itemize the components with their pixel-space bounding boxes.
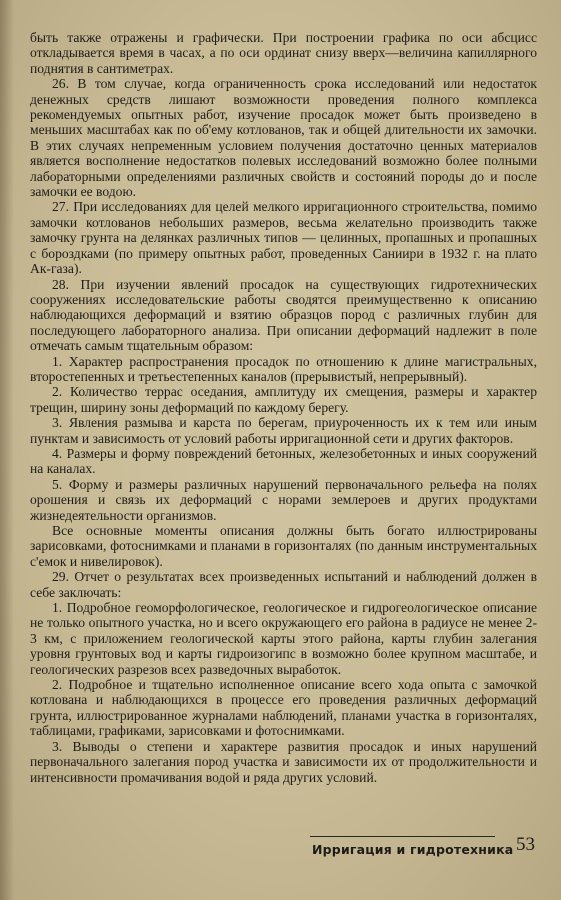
- page-footer: [310, 836, 537, 864]
- journal-title: Ирригация и гидротехника: [312, 842, 514, 857]
- body-text: [30, 30, 537, 785]
- list-item-28-5: 5. Форму и размеры различных нарушений первоначального рельефа на полях орошения и связь их деформаций с норами землероев и других продуктами жизнедеятельности организмов.: [30, 476, 537, 523]
- paragraph-continuation: быть также отражены и графически. При построении графика по оси абсцисс откладывается время в часах, а по оси ординат снизу вверх—величина капиллярного поднятия в сантиметрах.: [30, 30, 537, 76]
- list-item-29-1: 1. Подробное геоморфологическое, геологическое и гидрогеологическое описание не только опытного участка, но и всего окружающего его района в радиусе не менее 2-3 км, с приложением геологической карты этого района, карты глубин залегания уровня грунтовых вод и карты гидроизогипс в возможно более крупном масштабе, и геологических разрезов всех разведочных выработок.: [30, 600, 537, 677]
- paragraph-26: 26. В том случае, когда ограниченность срока исследований или недостаток денежных средств лишают возможности проведения полного комплекса рекомендуемых опытных работ, изучение просадок может быть произведено в меньших масштабах как по об'ему котлованов, так и общей длительности их замочки. В этих случаях непременным условием получения достаточно ценных материалов является восполнение недостатков полевых исследований возможно более полными лабораторными определениями различных свойств и состояний породы до и после замочки ее водою.: [30, 76, 537, 200]
- list-item-29-3: 3. Выводы о степени и характере развития просадок и иных нарушений первоначального залегания пород участка и зависимости их от продолжительности и интенсивности промачивания водой и ряда других условий.: [30, 738, 537, 785]
- footer-rule: [310, 836, 495, 837]
- paragraph-28: 28. При изучении явлений просадок на существующих гидротехнических сооружениях исследовательские работы сводятся преимущественно к описанию наблюдающихся деформаций и взятию образцов пород с различных глубин для последующего лабораторного анализа. При описании деформаций надлежит в поле отмечать самым тщательным образом:: [30, 276, 537, 354]
- list-item-28-2: 2. Количество террас оседания, амплитуду их смещения, размеры и характер трещин, ширину зоны деформаций по каждому берегу.: [30, 384, 537, 415]
- paragraph-29: 29. Отчет о результатах всех произведенных испытаний и наблюдений должен в себе заключать:: [30, 569, 537, 600]
- list-item-28-1: 1. Характер распространения просадок по отношению к длине магистральных, второстепенных и третьестепенных каналов (прерывистый, непрерывный).: [30, 353, 537, 384]
- list-item-28-4: 4. Размеры и форму повреждений бетонных, железобетонных и иных сооружений на каналах.: [30, 445, 537, 477]
- page-number: 53: [516, 834, 535, 855]
- list-item-29-2: 2. Подробное и тщательно исполненное описание всего хода опыта с замочкой котлована и наблюдающихся в процессе его проведения различных деформаций грунта, иллюстрированное журналами наблюдений, планами участка в горизонталях, таблицами, графиками, зарисовками и фотоснимками.: [30, 677, 537, 739]
- paragraph-27: 27. При исследованиях для целей мелкого ирригационного строительства, помимо замочки котлованов небольших размеров, весьма желательно производить также замочку грунта на делянках различных типов — целинных, пропашных и пропашных с бороздками (по примеру опытных работ, проведенных Саниири в 1932 г. на плато Ак-газа).: [30, 199, 537, 277]
- list-item-28-3: 3. Явления размыва и карста по берегам, приуроченность их к тем или иным пунктам и зависимость от условий работы ирригационной сети и других факторов.: [30, 415, 537, 446]
- paragraph-illustration-note: Все основные моменты описания должны быть богато иллюстрированы зарисовками, фотоснимками и планами в горизонталях (по данным инструментальных с'емок и нивелировок).: [30, 523, 537, 569]
